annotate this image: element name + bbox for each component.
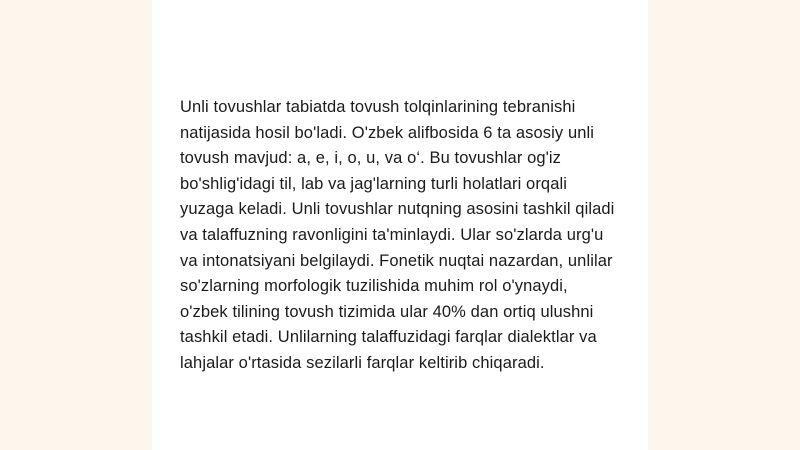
document-content — [180, 95, 620, 377]
document-sheet — [152, 0, 648, 450]
document-paragraph: Unli tovushlar tabiatda tovush tolqinlarining tebranishi natijasida hosil bo'ladi. O'zbek alifbosida 6 ta asosiy unli tovush mavjud: a, e, i, o, u, va o‘. Bu tovushlar og'iz bo'shlig'idagi til, lab va jag'larning turli holatlari orqali yuzaga keladi. Unli tovushlar nutqning asosini tashkil qiladi va talaffuzning ravonligini ta'minlaydi. Ular so'zlarda urg'u va intonatsiyani belgilaydi. Fonetik nuqtai nazardan, unlilar so'zlarning morfologik tuzilishida muhim rol o'ynaydi, o'zbek tilining tovush tizimida ular 40% dan ortiq ulushni tashkil etadi. Unlilarning talaffuzidagi farqlar dialektlar va lahjalar o'rtasida sezilarli farqlar keltirib chiqaradi. — [180, 98, 620, 372]
